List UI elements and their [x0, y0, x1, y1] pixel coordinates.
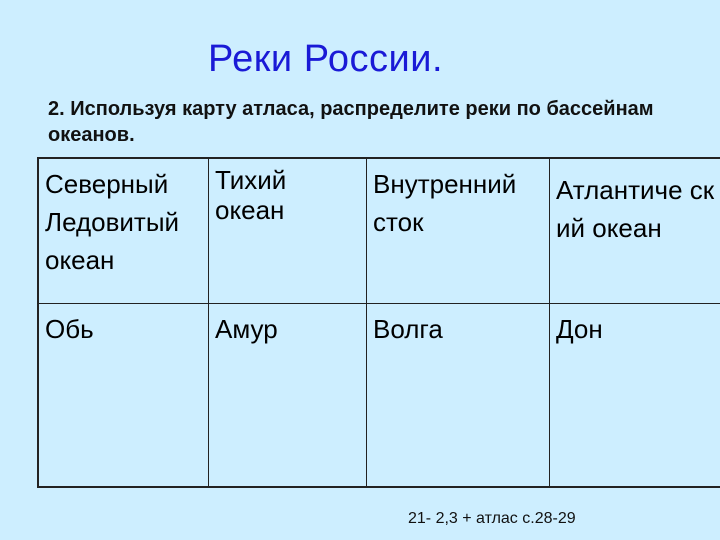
table-cell: Дон	[550, 304, 720, 488]
table-header-row	[38, 158, 720, 304]
table-cell: Волга	[367, 304, 550, 488]
header-atlantic-ocean: Атлантиче ский океан	[550, 158, 720, 304]
header-arctic-ocean: Северный Ледовитый океан	[38, 158, 209, 304]
task-instruction: 2. Используя карту атласа, распределите реки по бассейнам океанов.	[48, 98, 654, 146]
header-pacific-ocean: Тихий океан	[209, 158, 367, 304]
table-cell: Обь	[38, 304, 209, 488]
slide-title: Реки России.	[208, 38, 444, 80]
table-cell: Амур	[209, 304, 367, 488]
header-internal-drainage: Внутренний сток	[367, 158, 550, 304]
river-basins-table	[37, 157, 720, 488]
table-row	[38, 304, 720, 488]
atlas-page-reference: 21- 2,3 + атлас с.28-29	[408, 510, 576, 527]
